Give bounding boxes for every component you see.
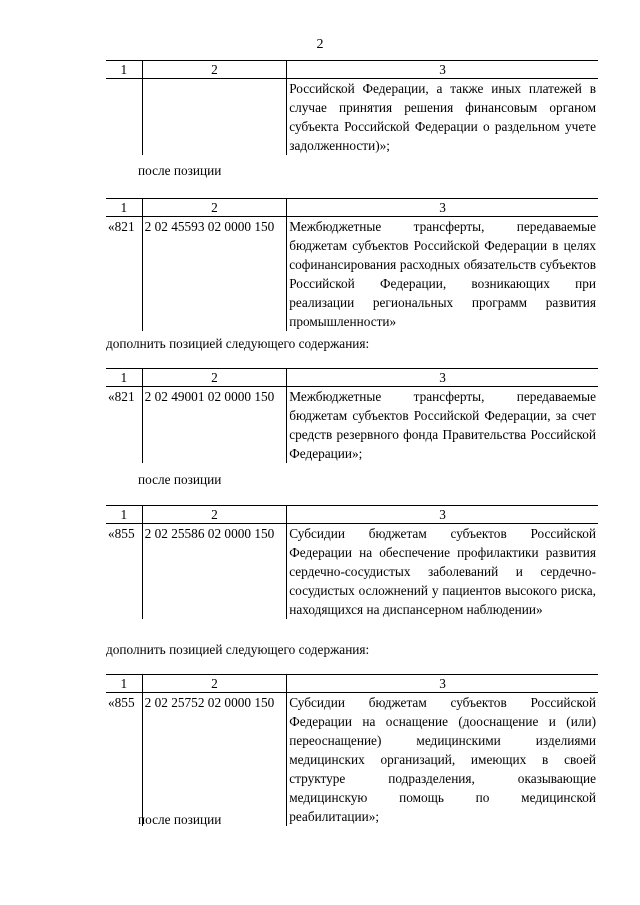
cell-description: Субсидии бюджетам субъектов Российской Федерации на оснащение (дооснащение и (или) переоснащение) медицинскими изделиями медицинских организаций, имеющих в своей структуре подразделения, оказывающие медицинскую помощь по медицинской реабилитации»; [287,693,598,827]
header-col-3: 3 [287,61,598,79]
cell-kbk: 2 02 25752 02 0000 150 [142,693,287,827]
header-col-3: 3 [287,199,598,217]
table-position-25752 [106,674,598,826]
cell-description: Межбюджетные трансферты, передаваемые бюджетам субъектов Российской Федерации, за счет средств резервного фонда Правительства Российской Федерации»; [287,387,598,464]
instruction-after-position: после позиции [138,472,222,487]
cell-kbk: 2 02 45593 02 0000 150 [142,217,287,332]
instruction-after-position: после позиции [138,812,222,827]
table-row [106,79,598,156]
header-col-1: 1 [106,675,142,693]
header-col-1: 1 [106,369,142,387]
table-header-row [106,61,598,79]
header-col-3: 3 [287,506,598,524]
header-col-2: 2 [142,199,287,217]
cell-code: «855 [108,526,135,541]
cell-kbk: 2 02 49001 02 0000 150 [142,387,287,464]
cell-description: Российской Федерации, а также иных платежей в случае принятия решения финансовым органом субъекта Российской Федерации о раздельном учете задолженности)»; [287,79,598,156]
header-col-2: 2 [142,506,287,524]
header-col-2: 2 [142,61,287,79]
instruction-add-position: дополнить позицией следующего содержания: [106,642,370,657]
cell-kbk: 2 02 25586 02 0000 150 [142,524,287,620]
table-header-row [106,506,598,524]
instruction-add-position: дополнить позицией следующего содержания: [106,336,370,351]
cell-code: «821 [108,219,135,234]
table-position-49001 [106,368,598,463]
table-row [106,693,598,827]
header-col-1: 1 [106,506,142,524]
header-col-2: 2 [142,369,287,387]
table-row [106,217,598,332]
header-col-1: 1 [106,199,142,217]
table-continuation [106,60,598,155]
header-col-2: 2 [142,675,287,693]
header-col-3: 3 [287,369,598,387]
header-col-3: 3 [287,675,598,693]
cell-description: Межбюджетные трансферты, передаваемые бюджетам субъектов Российской Федерации в целях софинансирования расходных обязательств субъектов Российской Федерации, возникающих при реализации региональных программ развития промышленности» [287,217,598,332]
instruction-after-position: после позиции [138,163,222,178]
page-number: 2 [316,37,324,52]
cell-code: «855 [108,695,135,710]
header-col-1: 1 [106,61,142,79]
table-header-row [106,675,598,693]
cell-code: «821 [108,389,135,404]
cell-kbk [142,79,287,156]
table-position-45593 [106,198,598,331]
table-row [106,524,598,620]
table-header-row [106,199,598,217]
table-row [106,387,598,464]
cell-code [106,79,142,156]
table-header-row [106,369,598,387]
table-position-25586 [106,505,598,619]
cell-description: Субсидии бюджетам субъектов Российской Федерации на обеспечение профилактики развития сердечно-сосудистых заболеваний и сердечно-сосудистых осложнений у пациентов высокого риска, находящихся на диспансерном наблюдении» [287,524,598,620]
